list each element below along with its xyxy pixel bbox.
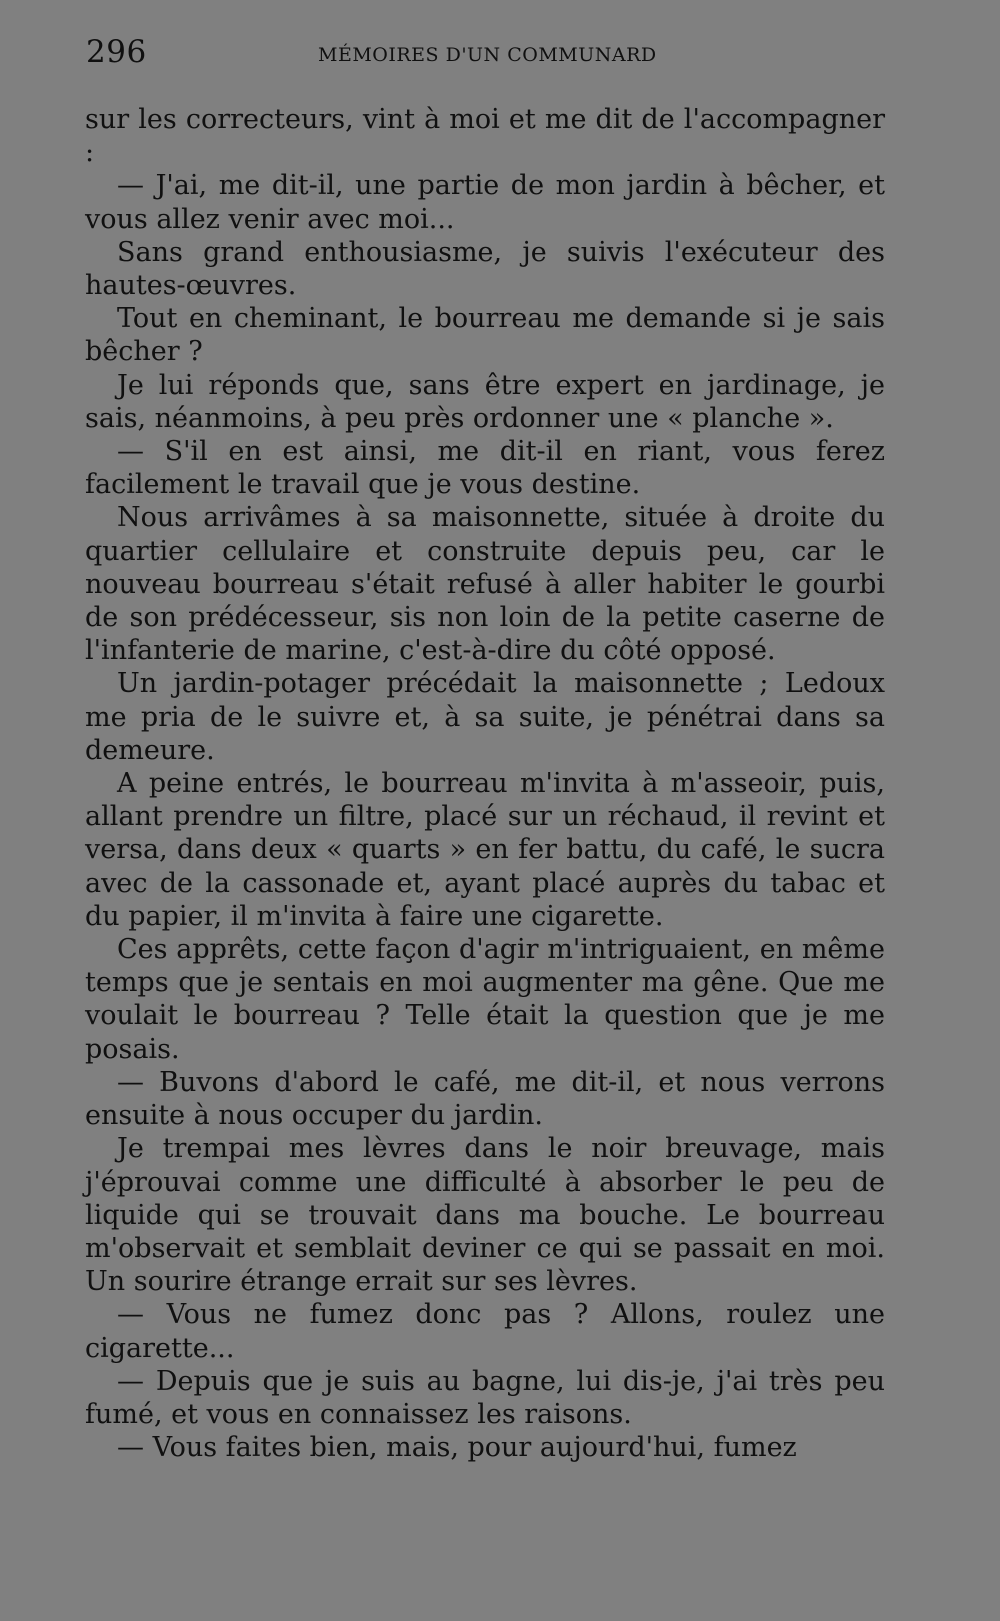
paragraph: sur les correcteurs, vint à moi et me dit de l'accompagner : bbox=[85, 104, 885, 169]
paragraph: — Vous faites bien, mais, pour aujourd'hui, fumez bbox=[117, 1432, 797, 1464]
paragraph: Je trempai mes lèvres dans le noir breuvage, mais j'éprouvai comme une difficulté à absorber le peu de liquide qui se trouvait dans ma bouche. Le bourreau m'observait et semblait deviner ce qui se passait en moi. Un sourire étrange errait sur ses lèvres. bbox=[85, 1133, 885, 1298]
body-text bbox=[85, 103, 885, 1464]
paragraph: — J'ai, me dit-il, une partie de mon jardin à bêcher, et vous allez venir avec moi... bbox=[85, 170, 885, 235]
paragraph: — Buvons d'abord le café, me dit-il, et nous verrons ensuite à nous occuper du jardin. bbox=[85, 1066, 885, 1132]
paragraph: — Depuis que je suis au bagne, lui dis-je, j'ai très peu fumé, et vous en connaissez les raisons. bbox=[85, 1365, 885, 1430]
running-title: MÉMOIRES D'UN COMMUNARD bbox=[318, 44, 657, 66]
paragraph: Tout en cheminant, le bourreau me demande si je sais bêcher ? bbox=[85, 303, 885, 368]
paragraph: Nous arrivâmes à sa maisonnette, située à droite du quartier cellulaire et construite depuis peu, car le nouveau bourreau s'était refusé à aller habiter le gourbi de son prédécesseur, sis non loin de la petite caserne de l'infanterie de marine, c'est-à-dire du côté opposé. bbox=[85, 502, 885, 667]
paragraph: — Vous ne fumez donc pas ? Allons, roulez une cigarette... bbox=[85, 1299, 885, 1364]
page-header bbox=[86, 34, 886, 74]
page-number: 296 bbox=[86, 34, 147, 70]
paragraph: Un jardin-potager précédait la maisonnette ; Ledoux me pria de le suivre et, à sa suite, je pénétrai dans sa demeure. bbox=[85, 668, 885, 766]
paragraph: — S'il en est ainsi, me dit-il en riant, vous ferez facilement le travail que je vous destine. bbox=[85, 436, 885, 501]
paragraph: Je lui réponds que, sans être expert en jardinage, je sais, néanmoins, à peu près ordonner une « planche ». bbox=[85, 369, 885, 434]
paragraph: A peine entrés, le bourreau m'invita à m'asseoir, puis, allant prendre un filtre, placé sur un réchaud, il revint et versa, dans deux « quarts » en fer battu, du café, le sucra avec de la cassonade et, ayant placé auprès du tabac et du papier, il m'invita à faire une cigarette. bbox=[85, 768, 885, 932]
paragraph: Sans grand enthousiasme, je suivis l'exécuteur des hautes-œuvres. bbox=[85, 236, 885, 302]
paragraph: Ces apprêts, cette façon d'agir m'intriguaient, en même temps que je sentais en moi augmenter ma gêne. Que me voulait le bourreau ? Telle était la question que je me posais. bbox=[85, 934, 885, 1065]
